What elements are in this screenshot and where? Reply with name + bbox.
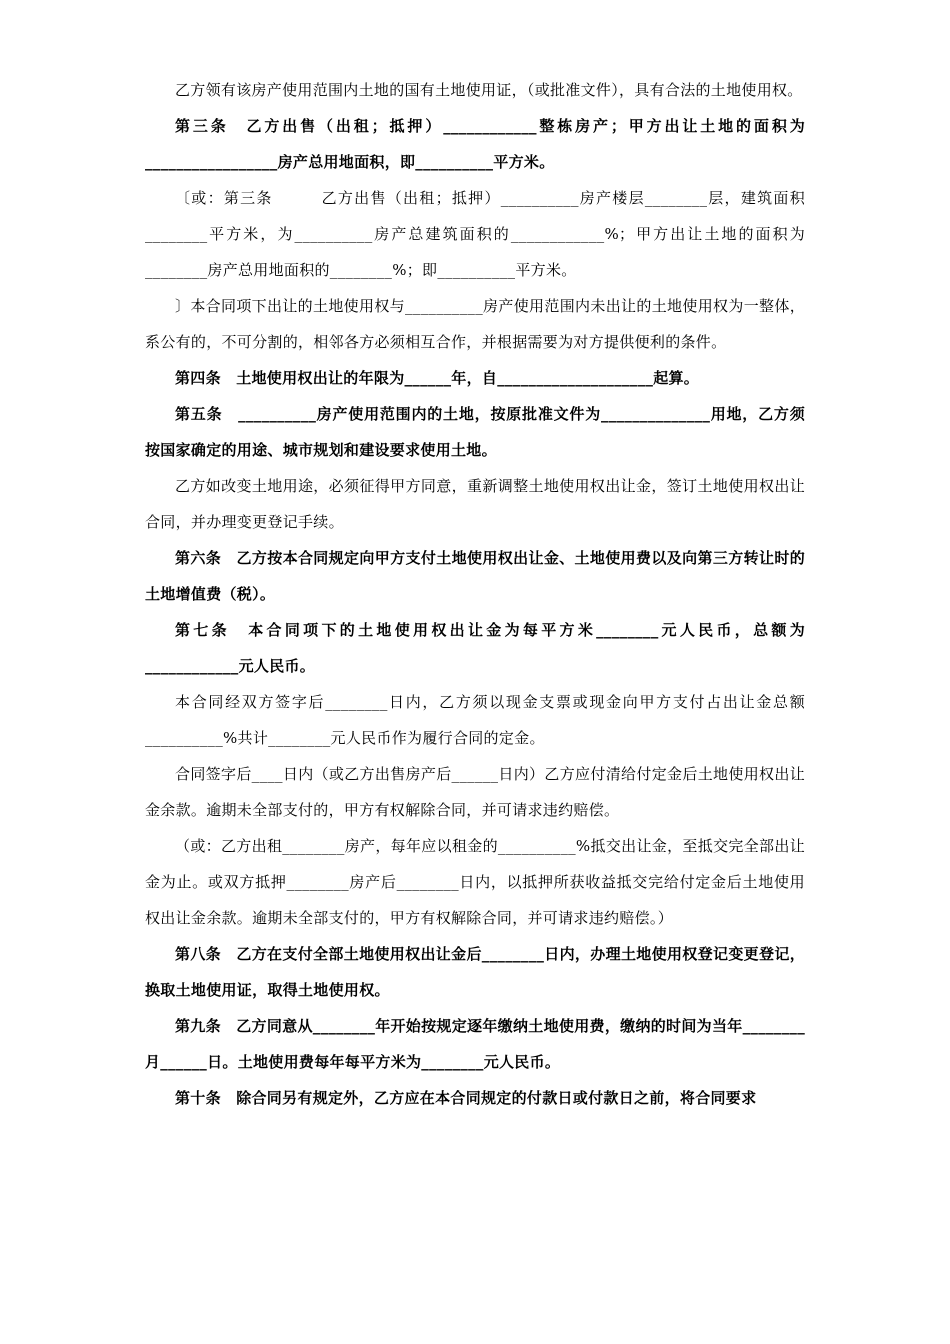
paragraph-article-5-change: 乙方如改变土地用途，必须征得甲方同意，重新调整土地使用权出让金，签订土地使用权出让合同，并办理变更登记手续。 [145,477,805,531]
paragraph-article-7: 第七条 本合同项下的土地使用权出让金为每平方米________元人民币，总额为____________元人民币。 [145,621,805,675]
paragraph-article-7-alt: （或：乙方出租________房产，每年应以租金的__________%抵交出让金，至抵交完全部出让金为止。或双方抵押________房产后________日内，以抵押所获收益抵交完给付定金后土地使用权出让金余款。逾期未全部支付的，甲方有权解除合同，并可请求违约赔偿。） [145,837,805,927]
paragraph-article-6: 第六条 乙方按本合同规定向甲方支付土地使用权出让金、土地使用费以及向第三方转让时的土地增值费（税）。 [145,549,805,603]
paragraph-article-7-balance: 合同签字后____日内（或乙方出售房产后______日内）乙方应付清给付定金后土地使用权出让金余款。逾期未全部支付的，甲方有权解除合同，并可请求违约赔偿。 [145,765,805,819]
paragraph-article-3: 第三条 乙方出售（出租；抵押）____________整栋房产；甲方出让土地的面积为_________________房产总用地面积，即__________平方米。 [145,117,805,171]
paragraph-article-3-alt: 〔或：第三条 乙方出售（出租；抵押）__________房产楼层________层，建筑面积________平方米，为__________房产总建筑面积的____________%；甲方出让土地的面积为________房产总用地面积的________%；即__________平方米。 [145,189,805,279]
paragraph-article-3-alt-end: 〕本合同项下出让的土地使用权与__________房产使用范围内未出让的土地使用权为一整体，系公有的，不可分割的，相邻各方必须相互合作，并根据需要为对方提供便利的条件。 [145,297,805,351]
paragraph-article-4: 第四条 土地使用权出让的年限为______年，自____________________起算。 [175,369,700,387]
paragraph-article-9: 第九条 乙方同意从________年开始按规定逐年缴纳土地使用费，缴纳的时间为当年________月______日。土地使用费每年每平方米为________元人民币。 [145,1017,805,1071]
paragraph-article-7-deposit: 本合同经双方签字后________日内，乙方须以现金支票或现金向甲方支付占出让金总额__________%共计________元人民币作为履行合同的定金。 [145,693,805,747]
paragraph-article-8: 第八条 乙方在支付全部土地使用权出让金后________日内，办理土地使用权登记变更登记，换取土地使用证，取得土地使用权。 [145,945,805,999]
paragraph-land-certificate: 乙方领有该房产使用范围内土地的国有土地使用证，（或批准文件），具有合法的土地使用权。 [175,81,803,99]
paragraph-article-10: 第十条 除合同另有规定外，乙方应在本合同规定的付款日或付款日之前，将合同要求 [175,1089,757,1107]
paragraph-article-5: 第五条 __________房产使用范围内的土地，按原批准文件为______________用地，乙方须按国家确定的用途、城市规划和建设要求使用土地。 [145,405,805,459]
